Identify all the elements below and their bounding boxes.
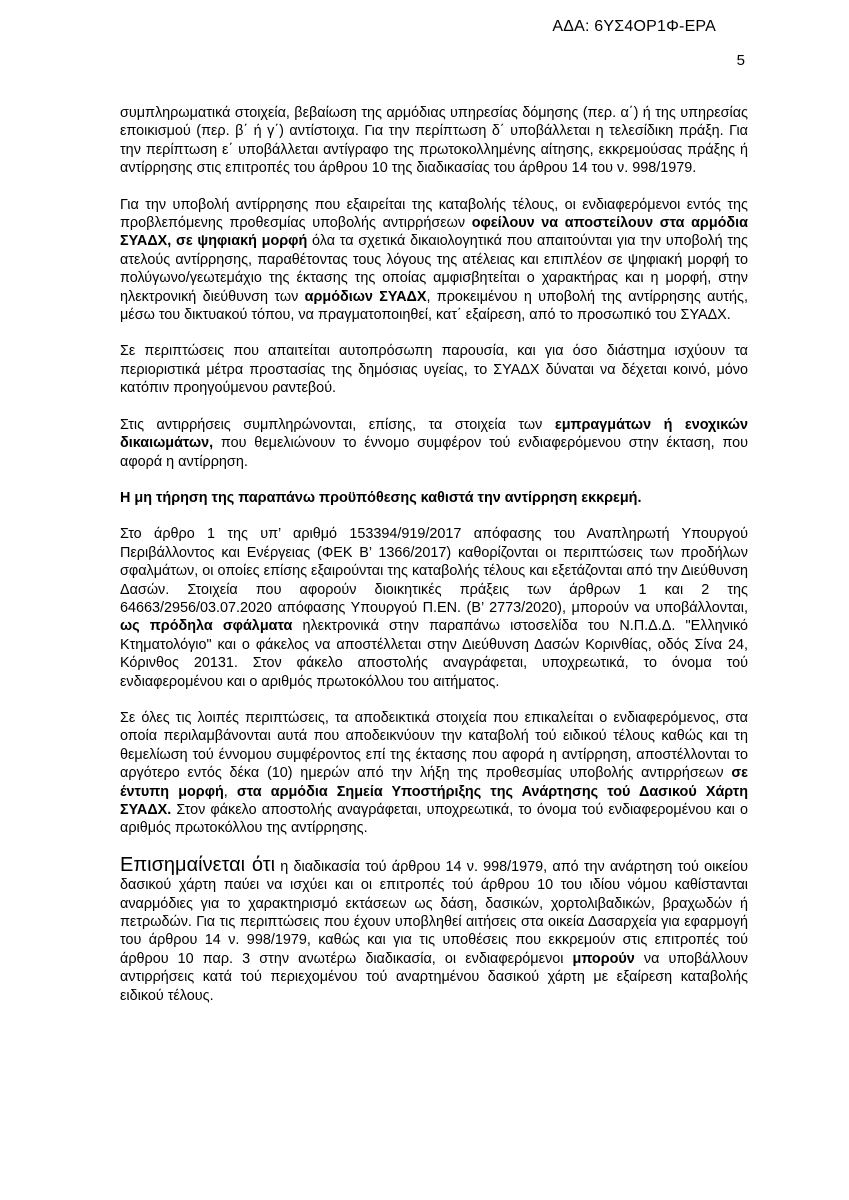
text-run: ,: [223, 783, 237, 800]
bold-text: εμπραγμάτων ή ενοχικών δικαιωμάτων,: [120, 416, 748, 452]
bold-text: Η μη τήρηση της παραπάνω προϋπόθεσης καθιστά την αντίρρηση εκκρεμή.: [120, 489, 642, 506]
bold-text: στα αρμόδια Σημεία Υποστήριξης της Ανάρτησης τού Δασικού Χάρτη ΣΥΑΔΧ.: [120, 783, 749, 818]
bold-text: ως πρόδηλα σφάλματα: [120, 618, 293, 635]
paragraph: [120, 489, 748, 507]
paragraph: [120, 853, 749, 1005]
text-run: Σε περιπτώσεις που απαιτείται αυτοπρόσωπη παρουσία, και για όσο διάστημα ισχύουν τα περιοριστικά μέτρα προστασίας της δημόσιας υγείας, το ΣΥΑΔΧ δύναται να δέχεται κοινό, μόνο κατόπιν προηγούμενου ραντεβού.: [120, 343, 748, 397]
text-run: που θεμελιώνουν το έννομο συμφέρον τού ενδιαφερόμενου στην έκταση, που αφορά η αντίρρηση.: [120, 435, 748, 470]
page-number: 5: [736, 52, 745, 69]
text-run: όλα τα σχετικά δικαιολογητικά που απαιτούνται για την υποβολή της ατελούς αντίρρησης, παραθέτοντας τους λόγους της ατέλειας και επιπλέον σε ψηφιακή μορφή το πολύγωνο/γεωτεμάχιο της έκτασης της οποίας αμφισβητείται ο χαρακτήρας και η μορφή, στην ηλεκτρονική διεύθυνση των: [120, 233, 748, 305]
paragraph: [120, 342, 748, 397]
bold-text: αρμόδιων ΣΥΑΔΧ: [304, 288, 427, 305]
text-run: συμπληρωματικά στοιχεία, βεβαίωση της αρμόδιας υπηρεσίας δόμησης (περ. α΄) ή της υπηρεσίας εποικισμού (περ. β΄ ή γ΄) αντίστοιχα. Για την περίπτωση δ΄ υποβάλλεται η τελεσίδικη πράξη. Για την περίπτωση ε΄ υποβάλλεται αντίγραφο της πρωτοκολλημένης αίτησης, εκκρεμούσας πράξης ή αντίρρησης στις επιτροπές του άρθρου 10 της διαδικασίας του άρθρου 14 του ν. 998/1979.: [120, 105, 748, 177]
ada-code: ΑΔΑ: 6ΥΣ4ΟΡ1Φ-ΕΡΑ: [552, 18, 716, 35]
text-run: ηλεκτρονικά στην παραπάνω ιστοσελίδα του Ν.Π.Δ.Δ. "Ελληνικό Κτηματολόγιο" και ο φάκελος να αποστέλλεται στην Διεύθυνση Δασών Κορινθίας, οδός Σίνα 24, Κόρινθος 20131. Στον φάκελο αποστολής αναγράφεται, υποχρεωτικά, το όνομα τού ενδιαφερομένου και ο αριθμός πρωτοκόλλου του αιτήματος.: [120, 618, 749, 690]
text-run: Στις αντιρρήσεις συμπληρώνονται, επίσης, τα στοιχεία των: [120, 416, 555, 433]
paragraph: [120, 709, 748, 838]
text-run: Στον φάκελο αποστολής αναγράφεται, υποχρεωτικά, το όνομα τού ενδιαφερομένου και ο αριθμός πρωτοκόλλου της αντίρρησης.: [120, 802, 748, 837]
text-run: Σε όλες τις λοιπές περιπτώσεις, τα αποδεικτικά στοιχεία που επικαλείται ο ενδιαφερόμενος, στα οποία περιλαμβάνονται αυτά που αποδεικνύουν την καταβολή τού ειδικού τέλους καθώς και τη θεμελίωση τού έννομου συμφέροντος επί της έκτασης που αφορά η αντίρρηση, αποστέλλονται το αργότερο εντός δέκα (10) ημερών από την λήξη της προθεσμίας υποβολής αντιρρήσεων: [120, 709, 748, 782]
paragraph: [120, 416, 748, 471]
text-run: Για την υποβολή αντίρρησης που εξαιρείται της καταβολής τέλους, οι ενδιαφερόμενοι εντός της προβλεπόμενης προθεσμίας υποβολής αντιρρήσεων: [120, 196, 748, 232]
text-run: Επισημαίνεται ότι: [120, 853, 276, 876]
text-run: , προκειμένου η υποβολή της αντίρρησης αυτής, μέσω του δικτυακού τόπου, να πραγματοποιηθεί, κατ΄ εξαίρεση, από το προσωπικό του ΣΥΑΔΧ.: [120, 288, 748, 324]
paragraph: [120, 104, 748, 178]
paragraph: [120, 525, 748, 691]
bold-text: σε έντυπη μορφή: [120, 765, 748, 800]
text-run: Στο άρθρο 1 της υπ’ αριθμό 153394/919/2017 απόφασης του Αναπληρωτή Υπουργού Περιβάλλοντος και Ενέργειας (ΦΕΚ Β’ 1366/2017) καθορίζονται οι περιπτώσεις των προδήλων σφαλμάτων, οι οποίες επίσης εξαιρούνται της καταβολής τέλους και εξετάζονται από την Διεύθυνση Δασών. Στοιχεία που αφορούν διοικητικές πράξεις των άρθρων 1 και 2 της 64663/2956/03.07.2020 απόφασης Υπουργού Π.ΕΝ. (Β’ 2773/2020), μπορούν να υποβάλλονται,: [120, 526, 748, 616]
paragraph: [120, 196, 748, 325]
bold-text: μπορούν: [572, 950, 635, 967]
text-run: να υποβάλλουν αντιρρήσεις κατά τού περιεχομένου τού αναρτημένου δασικού χάρτη με εξαίρεση καταβολής ειδικού τέλους.: [120, 950, 748, 1004]
document-body: [120, 104, 748, 1005]
text-run: η διαδικασία τού άρθρου 14 ν. 998/1979, από την ανάρτηση τού οικείου δασικού χάρτη παύει να ισχύει και οι επιτροπές τού άρθρου 10 του ιδίου νόμου καθίστανται αναρμόδιες για το χαρακτηρισμό εκτάσεων ως δάση, δασικών, χορτολιβαδικών, βραχωδών ή πετρωδών. Για τις περιπτώσεις που έχουν υποβληθεί αιτήσεις στα οικεία Δασαρχεία για εφαρμογή του άρθρου 14 ν. 998/1979, καθώς και για τις υποθέσεις που εκκρεμούν στις επιτροπές τού άρθρου 10 παρ. 3 στην ανωτέρω διαδικασία, οι ενδιαφερόμενοι: [120, 858, 749, 967]
bold-text: οφείλουν να αποστείλουν στα αρμόδια ΣΥΑΔΧ, σε ψηφιακή μορφή: [120, 215, 748, 250]
